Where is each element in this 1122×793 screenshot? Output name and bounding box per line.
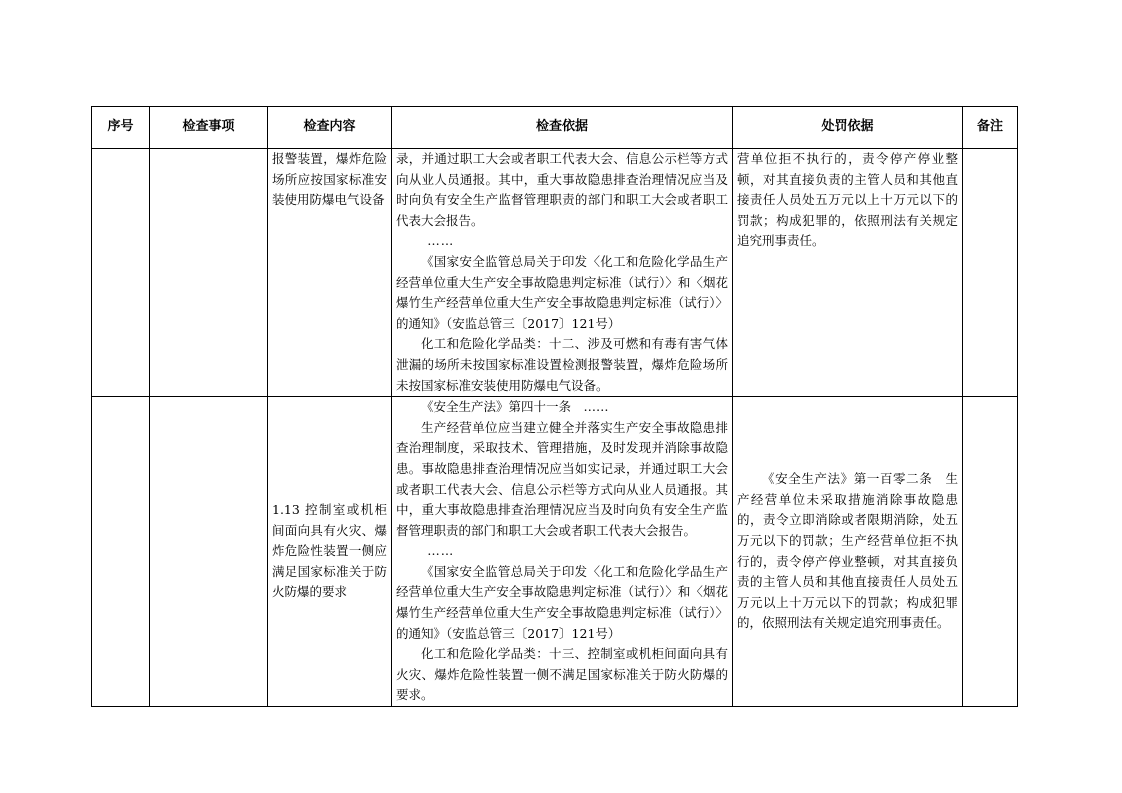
basis-ellipsis: …… — [427, 233, 455, 249]
inspection-table — [91, 106, 1018, 707]
cell-remark — [963, 397, 1018, 707]
cell-item — [150, 149, 268, 397]
table-row — [92, 397, 1018, 707]
basis-paragraph: 录，并通过职工大会或者职工代表大会、信息公示栏等方式向从业人员通报。其中，重大事故隐患排查治理情况应当及时向负有安全生产监督管理职责的部门和职工大会或者职工代表大会报告。 — [396, 151, 728, 228]
header-item: 检查事项 — [150, 107, 268, 149]
cell-content — [268, 149, 392, 397]
basis-ellipsis: …… — [427, 543, 455, 559]
cell-basis — [392, 397, 733, 707]
table-row — [92, 149, 1018, 397]
cell-penalty — [733, 397, 963, 707]
penalty-paragraph: 《安全生产法》第一百零二条 生产经营单位未采取措施消除事故隐患的，责令立即消除或者限期消除，处五万元以下的罚款；生产经营单位拒不执行的，责令停产停业整顿，对其直接负责的主管人员和其他直接责任人员处五万元以上十万元以下的罚款；构成犯罪的，依照刑法有关规定追究刑事责任。 — [737, 471, 958, 631]
cell-index — [92, 149, 150, 397]
basis-paragraph: 生产经营单位应当建立健全并落实生产安全事故隐患排查治理制度，采取技术、管理措施，及时发现并消除事故隐患。事故隐患排查治理情况应当如实记录，并通过职工大会或者职工代表大会、信息公示栏等方式向从业人员通报。其中，重大事故隐患排查治理情况应当及时向负有安全生产监督管理职责的部门和职工大会或者职工代表大会报告。 — [396, 419, 728, 538]
content-text: 1.13 控制室或机柜间面向具有火灾、爆炸危险性装置一侧应满足国家标准关于防火防爆的要求 — [272, 502, 387, 600]
basis-paragraph: 化工和危险化学品类：十二、涉及可燃和有毒有害气体泄漏的场所未按国家标准设置检测报警装置，爆炸危险场所未按国家标准安装使用防爆电气设备。 — [396, 336, 728, 393]
header-content: 检查内容 — [268, 107, 392, 149]
basis-paragraph: 化工和危险化学品类：十三、控制室或机柜间面向具有火灾、爆炸危险性装置一侧不满足国家标准关于防火防爆的要求。 — [396, 646, 728, 703]
cell-penalty — [733, 149, 963, 397]
header-index: 序号 — [92, 107, 150, 149]
header-penalty: 处罚依据 — [733, 107, 963, 149]
content-text: 报警装置，爆炸危险场所应按国家标准安装使用防爆电气设备 — [272, 151, 387, 208]
cell-content — [268, 397, 392, 707]
basis-paragraph: 《国家安全监管总局关于印发〈化工和危险化学品生产经营单位重大生产安全事故隐患判定标准（试行）〉和〈烟花爆竹生产经营单位重大生产安全事故隐患判定标准（试行）〉的通知》（安监总管三〔2017〕121号） — [396, 563, 728, 641]
header-remark: 备注 — [963, 107, 1018, 149]
header-basis: 检查依据 — [392, 107, 733, 149]
basis-paragraph: 《国家安全监管总局关于印发〈化工和危险化学品生产经营单位重大生产安全事故隐患判定标准（试行）〉和〈烟花爆竹生产经营单位重大生产安全事故隐患判定标准（试行）〉的通知》（安监总管三〔2017〕121号） — [396, 253, 728, 331]
cell-remark — [963, 149, 1018, 397]
table-header-row — [92, 107, 1018, 149]
basis-paragraph: 《安全生产法》第四十一条 …… — [421, 399, 609, 415]
cell-item — [150, 397, 268, 707]
cell-index — [92, 397, 150, 707]
penalty-paragraph: 营单位拒不执行的，责令停产停业整顿，对其直接负责的主管人员和其他直接责任人员处五万元以上十万元以下的罚款；构成犯罪的，依照刑法有关规定追究刑事责任。 — [737, 151, 958, 249]
cell-basis — [392, 149, 733, 397]
